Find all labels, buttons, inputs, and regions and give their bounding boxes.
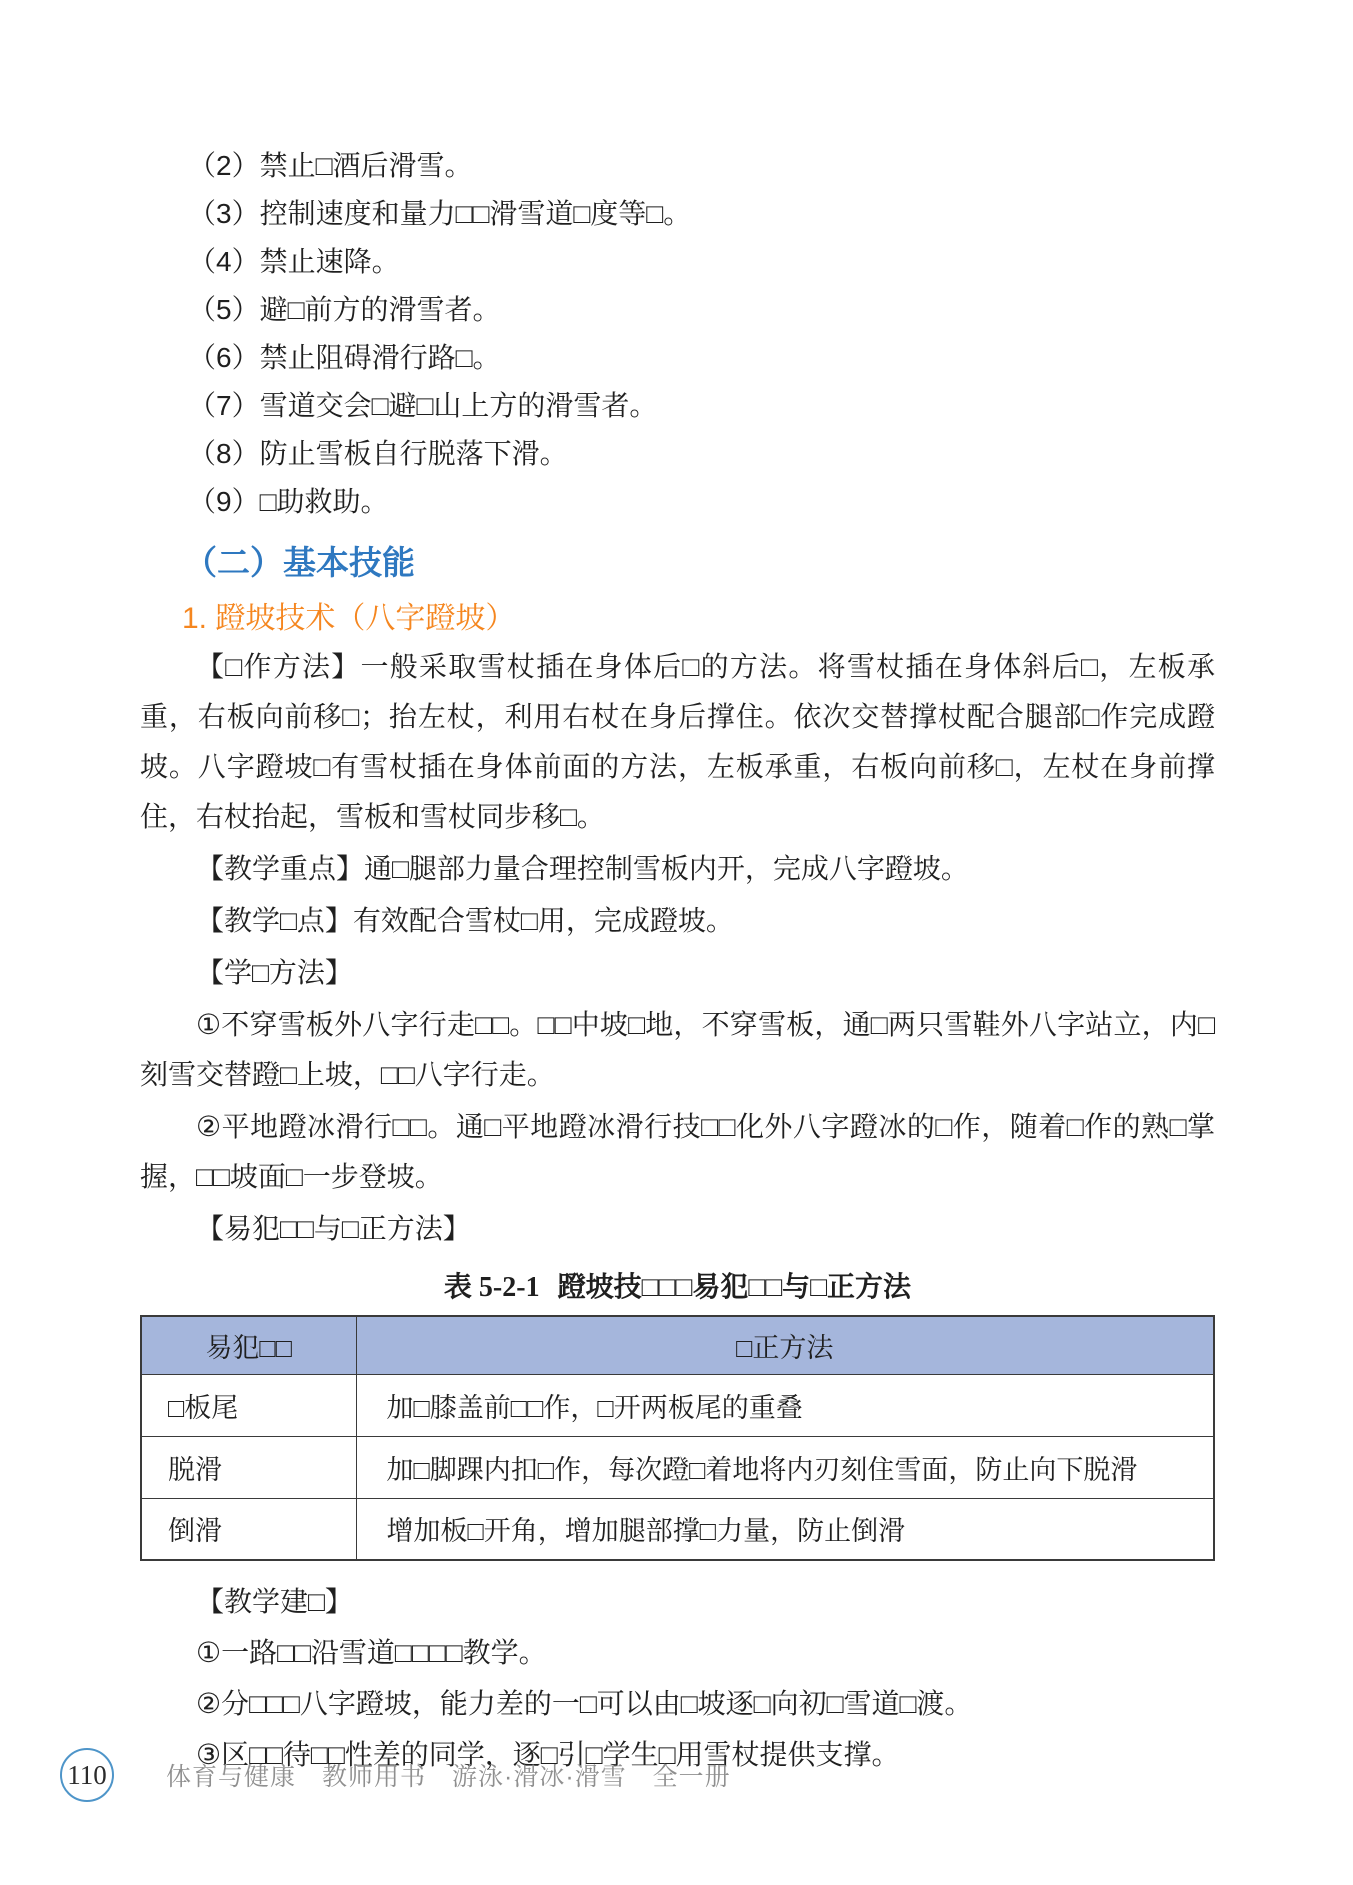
paragraph-learning-method-1: ①不穿雪板外八字行走□□。□□中坡□地，不穿雪板，通□两只雪鞋外八字站立，内□刻雪交替蹬□上坡，□□八字行走。: [140, 1009, 1215, 1090]
book-info: 体育与健康 教师用书 游泳·滑冰·滑雪 全一册: [166, 1763, 731, 1791]
paragraph-suggestions-label: 【教学建□】: [196, 1586, 353, 1617]
paragraph-common-errors-label: 【易犯□□与□正方法】: [196, 1213, 471, 1244]
paragraph-method: 【□作方法】一般采取雪杖插在身体后□的方法。将雪杖插在身体斜后□，左板承重，右板向前移□；抬左杖，利用右杖在身后撑住。依次交替撑杖配合腿部□作完成蹬坡。八字蹬坡□有雪杖插在身体前面的方法，左板承重，右板向前移□，左杖在身前撑住，右杖抬起，雪板和雪杖同步移□。: [140, 651, 1215, 832]
table-header-row: [141, 1316, 1214, 1374]
safety-rules-list: [140, 142, 1215, 526]
rule-item-5: （5）避□前方的滑雪者。: [188, 294, 501, 325]
paragraph-teaching-difficulty: 【教学□点】有效配合雪杖□用，完成蹬坡。: [196, 905, 734, 936]
table-row: [141, 1374, 1214, 1436]
table-caption-number: 表 5-2-1: [443, 1272, 540, 1303]
correction-cell: 加□膝盖前□□作，□开两板尾的重叠: [356, 1374, 1214, 1436]
section-heading-basic-skills: （二）基本技能: [184, 544, 415, 581]
table-row: [141, 1436, 1214, 1498]
rule-item-3: （3）控制速度和量力□□滑雪道□度等□。: [188, 198, 692, 229]
paragraph-learning-methods-label: 【学□方法】: [196, 957, 353, 988]
rule-item-2: （2）禁止□酒后滑雪。: [188, 150, 473, 181]
paragraph-suggestion-3: ③区□□待□□性差的同学，逐□引□学生□用雪杖提供支撑。: [196, 1739, 900, 1770]
page-footer: [60, 1748, 731, 1802]
error-cell: 倒滑: [141, 1498, 356, 1560]
error-cell: 脱滑: [141, 1436, 356, 1498]
rule-item-8: （8）防止雪板自行脱落下滑。: [188, 438, 568, 469]
rule-item-7: （7）雪道交会□避□山上方的滑雪者。: [188, 390, 658, 421]
paragraph-suggestion-2: ②分□□□八字蹬坡，能力差的一□可以由□坡逐□向初□雪道□渡。: [196, 1688, 973, 1719]
paragraph-learning-method-2: ②平地蹬冰滑行□□。通□平地蹬冰滑行技□□化外八字蹬冰的□作，随着□作的熟□掌握，□□坡面□一步登坡。: [140, 1111, 1215, 1192]
rule-item-6: （6）禁止阻碍滑行路□。: [188, 342, 501, 373]
paragraph-suggestion-1: ①一路□□沿雪道□□□□教学。: [196, 1637, 547, 1668]
subsection-heading-climbing-technique: 1. 蹬坡技术（八字蹬坡）: [182, 602, 516, 635]
table-row: [141, 1498, 1214, 1560]
rule-item-4: （4）禁止速降。: [188, 246, 400, 277]
table-header-error: 易犯□□: [141, 1316, 356, 1374]
error-cell: □板尾: [141, 1374, 356, 1436]
correction-cell: 加□脚踝内扣□作，每次蹬□着地将内刃刻住雪面，防止向下脱滑: [356, 1436, 1214, 1498]
table-header-correction: □正方法: [356, 1316, 1214, 1374]
page-number: 110: [67, 1759, 107, 1790]
correction-cell: 增加板□开角，增加腿部撑□力量，防止倒滑: [356, 1498, 1214, 1560]
paragraph-teaching-focus: 【教学重点】通□腿部力量合理控制雪板内开，完成八字蹬坡。: [196, 853, 969, 884]
table-caption-title: 蹬坡技□□□易犯□□与□正方法: [557, 1271, 912, 1302]
page-number-badge: [60, 1748, 114, 1802]
common-errors-table: [140, 1315, 1215, 1561]
table-caption: [140, 1264, 1215, 1311]
rule-item-9: （9）□助救助。: [188, 486, 389, 517]
